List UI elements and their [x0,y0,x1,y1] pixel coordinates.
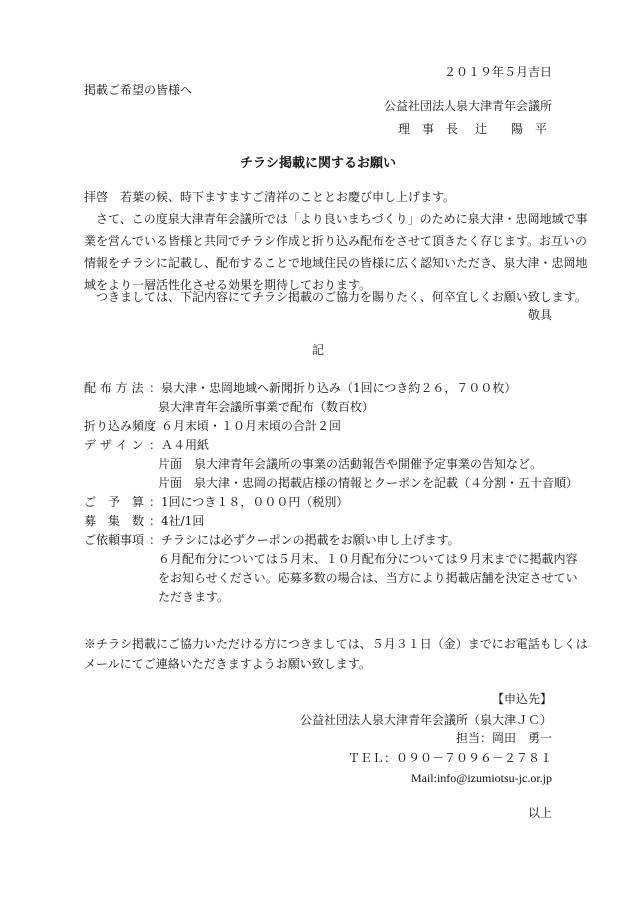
body-line: 拝啓 若葉の候、時下ますますご清祥のこととお慶び申し上げます。 [84,190,456,204]
detail-value: 片面 泉大津青年会議所の事業の活動報告や開催予定事業の告知など。 [158,457,543,471]
note-line: メールにてご連絡いただきますようお願い致します。 [84,657,371,671]
ki-heading: 記 [311,343,324,357]
detail-value: ６月配布分については５月末、１０月配布分については９月末までに掲載内容 [158,552,578,566]
sender-role: 理 事 長 [398,122,459,136]
body-line: つきましては、下記内容にてチラシ掲載のご協力を賜りたく、何卒宜しくお願い致します。 [84,290,587,304]
document-title: チラシ掲載に関するお願い [239,156,396,171]
detail-value-budget: ：1回につき１８，０００円（税別） [149,495,349,509]
detail-value-frequency: ：６月末頃・１０月末頃の合計２回 [149,419,342,433]
note-line: ※チラシ掲載にご協力いただける方につきましては、５月３１日（金）までにお電話もしくは [84,637,588,651]
detail-label-distribution: 配 布 方 法 [84,381,144,395]
document-date: ２０１９年５月吉日 [443,65,552,79]
detail-value: 片面 泉大津・忠岡の掲載店様の情報とクーポンを記載（４分割・五十音順） [158,476,579,490]
contact-person: 担当：岡田 勇一 [455,731,552,745]
detail-label-budget: ご 予 算 [84,495,145,509]
detail-value: をお知らせください。応募多数の場合は、当方により掲載店舗を決定させてい [158,571,578,585]
closing-keigu: 敬具 [527,308,552,322]
contact-organization: 公益社団法人泉大津青年会議所（泉大津ＪＣ） [299,713,552,727]
detail-value-distribution: ：泉大津・忠岡地域へ新聞折り込み（1回につき約２６，７００枚） [149,381,517,395]
detail-label-design: デ ザ イ ン [84,438,144,452]
body-line: 業を営んでいる皆様と共同でチラシ作成と折り込み配布をさせて頂きたく存じます。お互いの [84,234,588,248]
contact-tel: ＴＥＬ：０９０－７０９６－２７８１ [347,751,552,765]
body-line: 域をより一層活性化させる効果を期待しております。 [84,278,372,292]
contact-heading: 【申込先】 [491,692,552,706]
detail-value-requests: ：チラシには必ずクーポンの掲載をお願い申し上げます。 [149,533,460,547]
sender-organization: 公益社団法人泉大津青年会議所 [383,99,552,113]
detail-value: ただきます。 [158,590,230,604]
detail-value-slots: ：4社/1回 [149,514,205,528]
detail-value: 泉大津青年会議所事業で配布（数百枚） [158,400,375,414]
sender-name: 辻 陽 平 [475,122,548,136]
detail-label-slots: 募 集 数 [84,514,145,528]
body-line: さて、この度泉大津青年会議所では「より良いまちづくり」のために泉大津・忠岡地域で事 [84,212,588,226]
ending-ijou: 以上 [527,806,552,820]
body-line: 情報をチラシに記載し、配布することで地域住民の皆様に広く認知いただき、泉大津・忠岡地 [84,256,588,270]
detail-label-requests: ご依頼事項 [84,533,145,547]
detail-value-design: ：Ａ４用紙 [149,438,210,452]
contact-mail: Mail:info@izumiotsu-jc.or.jp [410,771,552,785]
detail-label-frequency: 折り込み頻度 [84,419,157,433]
recipient: 掲載ご希望の皆様へ [84,83,193,97]
